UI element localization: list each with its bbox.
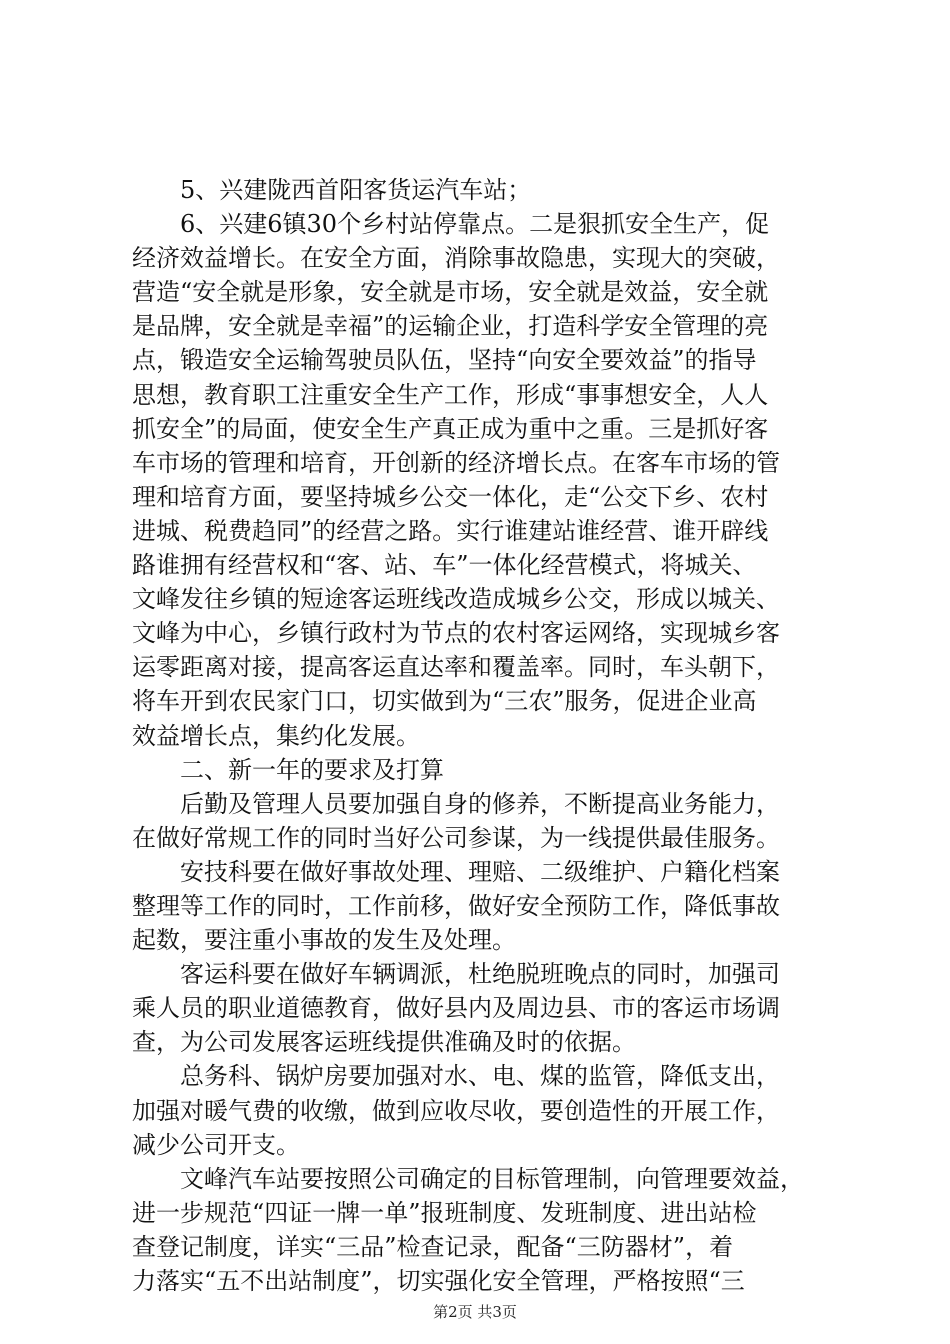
text-line: 后勤及管理人员要加强自身的修养，不断提高业务能力， — [180, 789, 780, 818]
text-line: 理和培育方面，要坚持城乡公交一体化，走“公交下乡、农村 — [132, 482, 769, 511]
text-line: 整理等工作的同时，工作前移，做好安全预防工作，降低事故 — [132, 891, 780, 920]
text-line: 二、新一年的要求及打算 — [180, 755, 444, 784]
text-line: 乘人员的职业道德教育，做好县内及周边县、市的客运市场调 — [132, 994, 780, 1023]
text-line: 查，为公司发展客运班线提供准确及时的依据。 — [132, 1028, 636, 1057]
text-line: 6、兴建6镇30个乡村站停靠点。二是狠抓安全生产，促 — [180, 210, 770, 239]
text-line: 在做好常规工作的同时当好公司参谋，为一线提供最佳服务。 — [132, 823, 780, 852]
text-line: 文峰发往乡镇的短途客运班线改造成城乡公交，形成以城关、 — [132, 585, 780, 614]
text-line: 文峰为中心，乡镇行政村为节点的农村客运网络，实现城乡客 — [132, 619, 780, 648]
page-footer: 第2页 共3页 — [433, 1303, 517, 1321]
text-line: 运零距离对接，提高客运直达率和覆盖率。同时，车头朝下， — [132, 653, 780, 682]
text-line: 进一步规范“四证一牌一单”报班制度、发班制度、进出站检 — [132, 1198, 757, 1227]
text-line: 安技科要在做好事故处理、理赔、二级维护、户籍化档案 — [180, 857, 780, 886]
text-line: 抓安全”的局面，使安全生产真正成为重中之重。三是抓好客 — [132, 414, 769, 443]
text-line: 减少公司开支。 — [132, 1130, 300, 1159]
text-line: 5、兴建陇西首阳客货运汽车站； — [180, 176, 532, 204]
text-line: 点，锻造安全运输驾驶员队伍，坚持“向安全要效益”的指导 — [132, 346, 757, 375]
text-line: 是品牌，安全就是幸福”的运输企业，打造科学安全管理的亮 — [132, 312, 769, 341]
text-line: 车市场的管理和培育，开创新的经济增长点。在客车市场的管 — [132, 448, 780, 477]
text-line: 营造“安全就是形象，安全就是市场，安全就是效益，安全就 — [132, 278, 769, 307]
text-line: 加强对暖气费的收缴，做到应收尽收，要创造性的开展工作， — [132, 1096, 780, 1125]
text-line: 路谁拥有经营权和“客、站、车”一体化经营模式，将城关、 — [132, 551, 757, 580]
text-line: 文峰汽车站要按照公司确定的目标管理制，向管理要效益， — [180, 1164, 804, 1193]
text-line: 经济效益增长。在安全方面，消除事故隐患，实现大的突破， — [132, 244, 780, 273]
text-line: 将车开到农民家门口，切实做到为“三农”服务，促进企业高 — [132, 687, 757, 716]
text-line: 进城、税费趋同”的经营之路。实行谁建站谁经营、谁开辟线 — [132, 516, 769, 545]
text-line: 起数，要注重小事故的发生及处理。 — [132, 926, 516, 955]
text-line: 查登记制度，详实“三品”检查记录，配备“三防器材”，着 — [132, 1232, 734, 1261]
text-line: 总务科、锅炉房要加强对水、电、煤的监管，降低支出， — [180, 1062, 780, 1091]
text-line: 力落实“五不出站制度”，切实强化安全管理，严格按照“三 — [132, 1267, 745, 1295]
text-line: 思想，教育职工注重安全生产工作，形成“事事想安全，人人 — [132, 380, 769, 409]
document-body — [132, 173, 832, 1298]
text-line: 效益增长点，集约化发展。 — [132, 721, 420, 750]
text-line: 客运科要在做好车辆调派，杜绝脱班晚点的同时，加强司 — [180, 960, 780, 989]
